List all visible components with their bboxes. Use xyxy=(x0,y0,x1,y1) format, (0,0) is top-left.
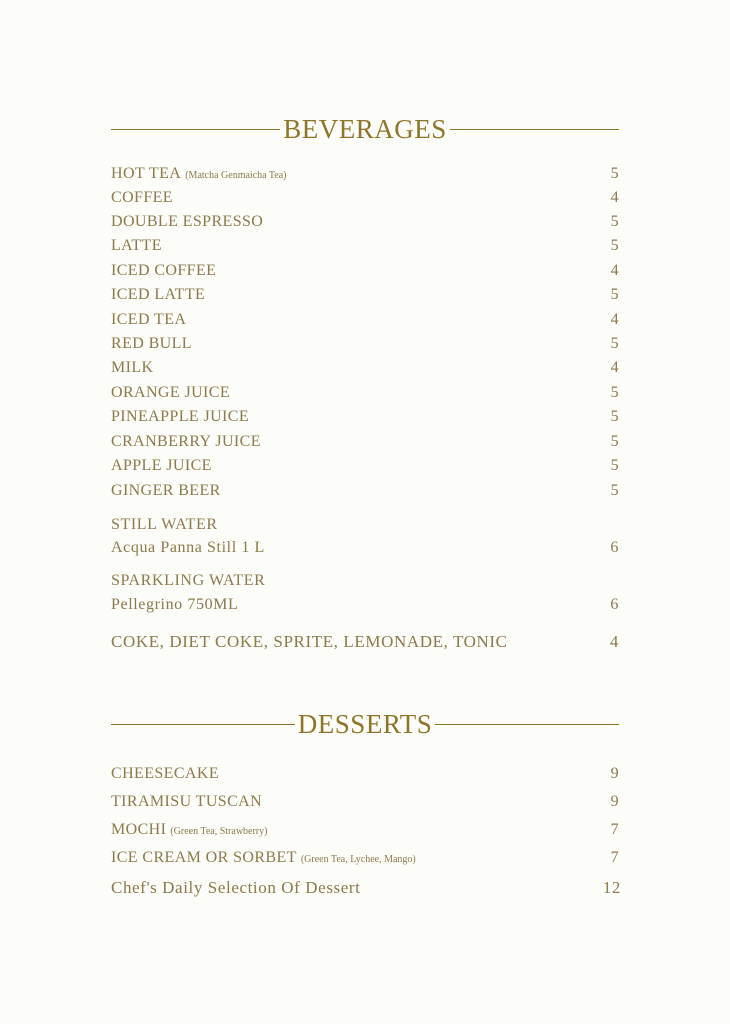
beverage-item xyxy=(111,434,619,450)
item-name: GINGER BEER xyxy=(111,482,221,499)
beverage-item xyxy=(111,287,619,303)
dessert-item xyxy=(111,850,619,866)
item-name: PINEAPPLE JUICE xyxy=(111,408,250,425)
dessert-item xyxy=(111,766,619,782)
item-price: 5 xyxy=(610,237,619,254)
beverages-heading xyxy=(111,116,619,143)
beverage-item xyxy=(111,312,619,328)
item-name: ICE CREAM OR SORBET xyxy=(111,849,297,866)
desserts-heading xyxy=(111,711,619,738)
item-price: 12 xyxy=(602,878,621,897)
item-price: 5 xyxy=(610,335,619,352)
item-price: 4 xyxy=(609,632,619,651)
beverage-item xyxy=(111,483,619,499)
item-name: DOUBLE ESPRESSO xyxy=(111,213,264,230)
item-price: 6 xyxy=(610,539,619,556)
heading-rule-right xyxy=(450,129,619,130)
item-name: LATTE xyxy=(111,237,162,254)
item-price: 4 xyxy=(610,262,619,279)
item-note: (Green Tea, Strawberry) xyxy=(170,826,268,837)
item-name: CHEESECAKE xyxy=(111,765,219,782)
sparkling-water-label-row xyxy=(111,573,619,589)
item-price: 7 xyxy=(610,821,619,838)
sparkling-water-item xyxy=(111,597,619,613)
beverage-item xyxy=(111,385,619,401)
item-name: ORANGE JUICE xyxy=(111,384,231,401)
item-price: 7 xyxy=(610,849,619,866)
item-name: MOCHI xyxy=(111,821,167,838)
item-name: COFFEE xyxy=(111,189,173,206)
beverage-item xyxy=(111,458,619,474)
item-name: CRANBERRY JUICE xyxy=(111,433,261,450)
item-name: TIRAMISU TUSCAN xyxy=(111,793,263,810)
desserts-title: DESSERTS xyxy=(297,709,433,739)
beverage-item xyxy=(111,263,619,279)
dessert-item xyxy=(111,822,619,838)
item-price: 5 xyxy=(610,165,619,182)
item-price: 5 xyxy=(610,457,619,474)
item-price: 9 xyxy=(610,793,619,810)
chef-selection-item xyxy=(111,879,621,896)
beverage-item xyxy=(111,214,619,230)
beverage-item xyxy=(111,166,619,182)
heading-rule-left xyxy=(111,724,295,725)
item-price: 4 xyxy=(610,311,619,328)
item-name: HOT TEA xyxy=(111,165,182,182)
item-name: Acqua Panna Still 1 L xyxy=(111,539,265,556)
still-water-label-row xyxy=(111,517,619,533)
beverage-item xyxy=(111,409,619,425)
item-name: COKE, DIET COKE, SPRITE, LEMONADE, TONIC xyxy=(111,632,508,651)
item-price: 5 xyxy=(610,286,619,303)
item-price: 5 xyxy=(610,433,619,450)
sparkling-water-label: SPARKLING WATER xyxy=(111,572,266,589)
item-name: ICED LATTE xyxy=(111,286,206,303)
item-price: 4 xyxy=(610,359,619,376)
item-name: ICED COFFEE xyxy=(111,262,217,279)
item-price: 5 xyxy=(610,408,619,425)
item-note: (Matcha Genmaicha Tea) xyxy=(185,170,287,181)
dessert-item xyxy=(111,794,619,810)
heading-rule-right xyxy=(435,724,619,725)
item-name: RED BULL xyxy=(111,335,192,352)
heading-rule-left xyxy=(111,129,280,130)
item-price: 5 xyxy=(610,213,619,230)
item-name: APPLE JUICE xyxy=(111,457,212,474)
item-name: Chef's Daily Selection Of Dessert xyxy=(111,878,361,897)
item-price: 6 xyxy=(610,596,619,613)
beverage-item xyxy=(111,238,619,254)
item-name: MILK xyxy=(111,359,154,376)
item-price: 9 xyxy=(610,765,619,782)
still-water-label: STILL WATER xyxy=(111,516,218,533)
sodas-item xyxy=(111,633,619,650)
item-name: ICED TEA xyxy=(111,311,187,328)
beverage-item xyxy=(111,360,619,376)
item-name: Pellegrino 750ML xyxy=(111,596,239,613)
still-water-item xyxy=(111,540,619,556)
beverage-item xyxy=(111,190,619,206)
item-price: 4 xyxy=(610,189,619,206)
beverage-item xyxy=(111,336,619,352)
item-note: (Green Tea, Lychee, Mango) xyxy=(300,854,416,865)
item-price: 5 xyxy=(610,384,619,401)
item-price: 5 xyxy=(610,482,619,499)
beverages-title: BEVERAGES xyxy=(283,114,447,144)
